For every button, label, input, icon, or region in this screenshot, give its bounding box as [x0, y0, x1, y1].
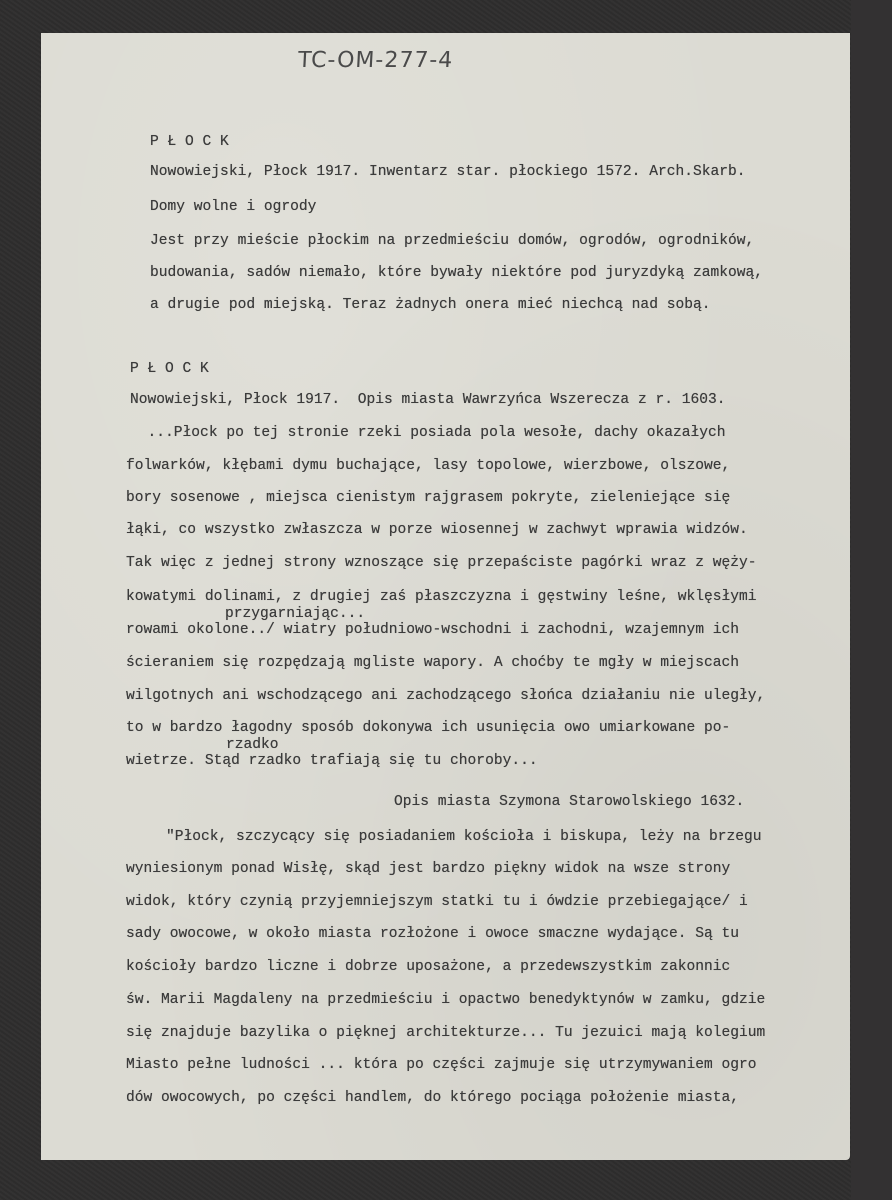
section-3-line: widok, który czynią przyjemniejszym statki tu i ówdzie przebiegające/ i: [126, 894, 748, 910]
section-3-line: sady owocowe, w około miasta rozłożone i owoce smaczne wydające. Są tu: [126, 926, 740, 942]
section-2-line: rowami okolone../ wiatry południowo-wschodni i zachodni, wzajemnym ich: [126, 622, 740, 638]
section-3-line: wyniesionym ponad Wisłę, skąd jest bardzo piękny widok na wsze strony: [126, 861, 731, 877]
interlinear-insertion: rzadko: [226, 737, 279, 753]
section-2-line: to w bardzo łagodny sposób dokonywa ich usunięcia owo umiarkowane po-: [126, 720, 731, 736]
section-3-title: Opis miasta Szymona Starowolskiego 1632.: [394, 794, 745, 810]
section-3-line: dów owocowych, po części handlem, do którego pociąga położenie miasta,: [126, 1090, 740, 1106]
section-2-line: folwarków, kłębami dymu buchające, lasy topolowe, wierzbowe, olszowe,: [126, 458, 731, 474]
section-1-source: Nowowiejski, Płock 1917. Inwentarz star. płockiego 1572. Arch.Skarb.: [150, 164, 746, 180]
section-2-heading: P Ł O C K: [130, 361, 209, 377]
section-2-line: wietrze. Stąd rzadko trafiają się tu choroby...: [126, 753, 538, 769]
handwritten-reference-mark: TC-OM-277-4: [297, 48, 454, 73]
section-1-subtitle: Domy wolne i ogrody: [150, 199, 317, 215]
section-2-line: bory sosenowe , miejsca cienistym rajgrasem pokryte, zieleniejące się: [126, 490, 731, 506]
section-1-line: budowania, sadów niemało, które bywały niektóre pod juryzdyką zamkową,: [150, 265, 764, 281]
scanner-background-band: [851, 0, 892, 1200]
section-2-line: ścieraniem się rozpędzają mgliste wapory. A choćby te mgły w miejscach: [126, 655, 740, 671]
section-1-line: a drugie pod miejską. Teraz żadnych onera mieć niechcą nad sobą.: [150, 297, 711, 313]
interlinear-insertion: przygarniając...: [225, 606, 366, 622]
section-2-source: Nowowiejski, Płock 1917. Opis miasta Wawrzyńca Wszerecza z r. 1603.: [130, 392, 726, 408]
section-2-line: łąki, co wszystko zwłaszcza w porze wiosennej w zachwyt wprawia widzów.: [126, 522, 748, 538]
section-1-heading: P Ł O C K: [150, 134, 229, 150]
section-3-line: św. Marii Magdaleny na przedmieściu i opactwo benedyktynów w zamku, gdzie: [126, 992, 766, 1008]
section-1-line: Jest przy mieście płockim na przedmieściu domów, ogrodów, ogrodników,: [150, 233, 755, 249]
section-3-line: kościoły bardzo liczne i dobrze uposażone, a przedewszystkim zakonnic: [126, 959, 731, 975]
section-3-line: Miasto pełne ludności ... która po części zajmuje się utrzymywaniem ogro: [126, 1057, 757, 1073]
section-2-line: Tak więc z jednej strony wznoszące się przepaściste pagórki wraz z węży-: [126, 555, 757, 571]
section-2-line: ...Płock po tej stronie rzeki posiada pola wesołe, dachy okazałych: [130, 425, 726, 441]
section-3-line: się znajduje bazylika o pięknej architekturze... Tu jezuici mają kolegium: [126, 1025, 766, 1041]
section-2-line: kowatymi dolinami, z drugiej zaś płaszczyzna i gęstwiny leśne, wklęsłymi: [126, 589, 757, 605]
section-2-line: wilgotnych ani wschodzącego ani zachodzącego słońca działaniu nie uległy,: [126, 688, 766, 704]
section-3-line: "Płock, szczycący się posiadaniem kościoła i biskupa, leży na brzegu: [166, 829, 762, 845]
